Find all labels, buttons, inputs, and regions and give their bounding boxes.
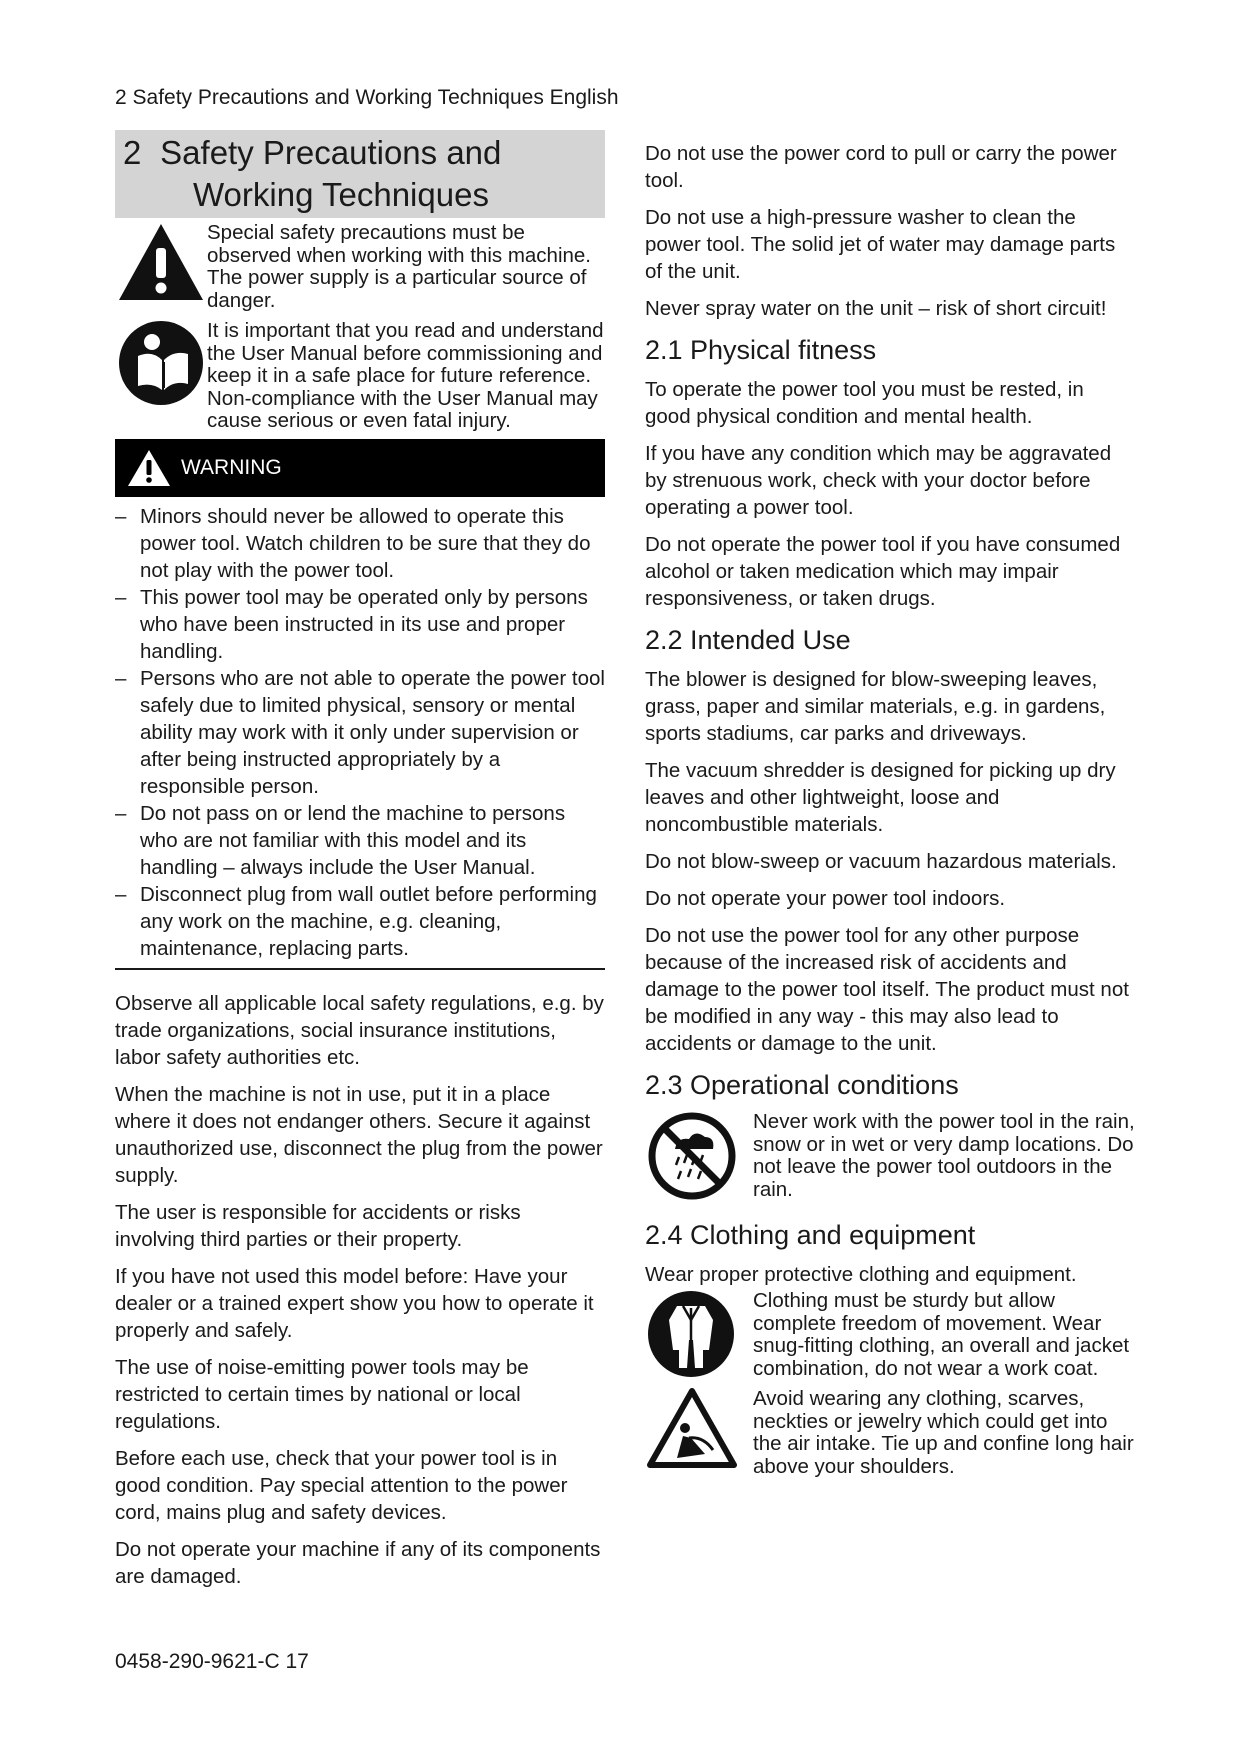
chapter-title-line2: Working Techniques [193, 176, 489, 213]
page-header: 2 Safety Precautions and Working Techniques English [115, 86, 619, 109]
body-paragraph: Do not blow-sweep or vacuum hazardous materials. [645, 850, 1117, 873]
body-paragraph: Do not use the power cord to pull or carry the power tool. [645, 142, 1117, 192]
chapter-title [115, 130, 605, 218]
body-paragraph: Do not operate the power tool if you have consumed alcohol or taken medication which may impair responsiveness, or taken drugs. [645, 533, 1121, 610]
list-item: – Do not pass on or lend the machine to persons who are not familiar with this model and its handling – always include the User Manual. [115, 800, 605, 881]
right-column [645, 140, 1135, 1486]
body-paragraph: Never spray water on the unit – risk of short circuit! [645, 297, 1107, 320]
warning-bar [115, 439, 605, 497]
body-paragraph: If you have any condition which may be aggravated by strenuous work, check with your doctor before operating a power tool. [645, 442, 1112, 519]
warning-list [115, 503, 605, 970]
body-paragraph: Do not use a high-pressure washer to clean the power tool. The solid jet of water may damage parts of the unit. [645, 206, 1116, 283]
list-item: – Persons who are not able to operate the power tool safely due to limited physical, sensory or mental ability may work with it only under supervision or after being instructed appropriately by a responsible person. [115, 665, 605, 800]
body-paragraph: The blower is designed for blow-sweeping leaves, grass, paper and similar materials, e.g. in gardens, sports stadiums, car parks and driveways. [645, 668, 1106, 745]
danger-notice [115, 222, 605, 312]
manual-notice-text: It is important that you read and understand the User Manual before commissioning and keep it in a safe place for future reference. Non-compliance with the User Manual may cause serious or even fatal injury. [207, 319, 604, 432]
chapter-title-line1: Safety Precautions and [160, 134, 502, 171]
left-column [115, 130, 605, 1600]
list-item: – Disconnect plug from wall outlet before performing any work on the machine, e.g. cleaning, maintenance, replacing parts. [115, 881, 605, 962]
danger-notice-text: Special safety precautions must be observed when working with this machine. The power supply is a particular source of danger. [207, 221, 591, 312]
page-footer: 0458-290-9621-C 17 [115, 1650, 309, 1673]
body-paragraph: Do not operate your power tool indoors. [645, 887, 1006, 910]
body-paragraph: When the machine is not in use, put it in a place where it does not endanger others. Secure it against unauthorized use, disconnect the plug from the power supply. [115, 1082, 603, 1187]
body-paragraph: Before each use, check that your power tool is in good condition. Pay special attention to the power cord, mains plug and safety devices. [115, 1446, 568, 1524]
warning-triangle-icon [115, 222, 207, 302]
body-paragraph: The user is responsible for accidents or risks involving third parties or their property. [115, 1200, 521, 1251]
list-item: – Minors should never be allowed to operate this power tool. Watch children to be sure that they do not play with the power tool. [115, 503, 605, 584]
body-paragraph: To operate the power tool you must be rested, in good physical condition and mental health. [645, 378, 1084, 428]
body-paragraph: The use of noise-emitting power tools may be restricted to certain times by national or local regulations. [115, 1355, 529, 1433]
body-paragraph: Observe all applicable local safety regulations, e.g. by trade organizations, social insurance institutions, labor safety authorities etc. [115, 991, 604, 1069]
manual-notice [115, 320, 605, 433]
body-paragraph: Do not operate your machine if any of its components are damaged. [115, 1537, 601, 1588]
section-title-intended-use: 2.2 Intended Use [645, 625, 851, 655]
body-paragraph: Wear proper protective clothing and equipment. [645, 1263, 1077, 1286]
body-paragraph: If you have not used this model before: Have your dealer or a trained expert show you how to operate it properly and safely. [115, 1264, 594, 1342]
no-rain-icon [645, 1111, 753, 1201]
clothing-notice [645, 1290, 1135, 1380]
list-item: – This power tool may be operated only by persons who have been instructed in its use and proper handling. [115, 584, 605, 665]
entanglement-notice-text: Avoid wearing any clothing, scarves, neckties or jewelry which could get into the air intake. Tie up and confine long hair above your shoulders. [753, 1387, 1134, 1478]
protective-clothing-icon [645, 1290, 753, 1378]
entanglement-notice [645, 1388, 1135, 1478]
read-manual-icon [115, 320, 207, 406]
section-title-operational-conditions: 2.3 Operational conditions [645, 1070, 959, 1100]
warning-label: WARNING [181, 455, 282, 479]
rain-notice [645, 1111, 1135, 1201]
entanglement-warning-icon [645, 1388, 753, 1468]
body-paragraph: Do not use the power tool for any other purpose because of the increased risk of accidents and damage to the power tool itself. The product must not be modified in any way - this may also lead to accidents or damage to the unit. [645, 924, 1129, 1055]
chapter-number: 2 [123, 134, 142, 171]
clothing-notice-text: Clothing must be sturdy but allow complete freedom of movement. Wear snug-fitting clothing, an overall and jacket combination, do not wear a work coat. [753, 1289, 1130, 1380]
section-title-clothing: 2.4 Clothing and equipment [645, 1220, 976, 1250]
section-title-physical-fitness: 2.1 Physical fitness [645, 335, 877, 365]
rain-notice-text: Never work with the power tool in the rain, snow or in wet or very damp locations. Do not leave the power tool outdoors in the rain. [753, 1110, 1135, 1201]
body-paragraph: The vacuum shredder is designed for picking up dry leaves and other lightweight, loose and noncombustible materials. [645, 759, 1116, 836]
warning-triangle-icon [127, 449, 171, 487]
